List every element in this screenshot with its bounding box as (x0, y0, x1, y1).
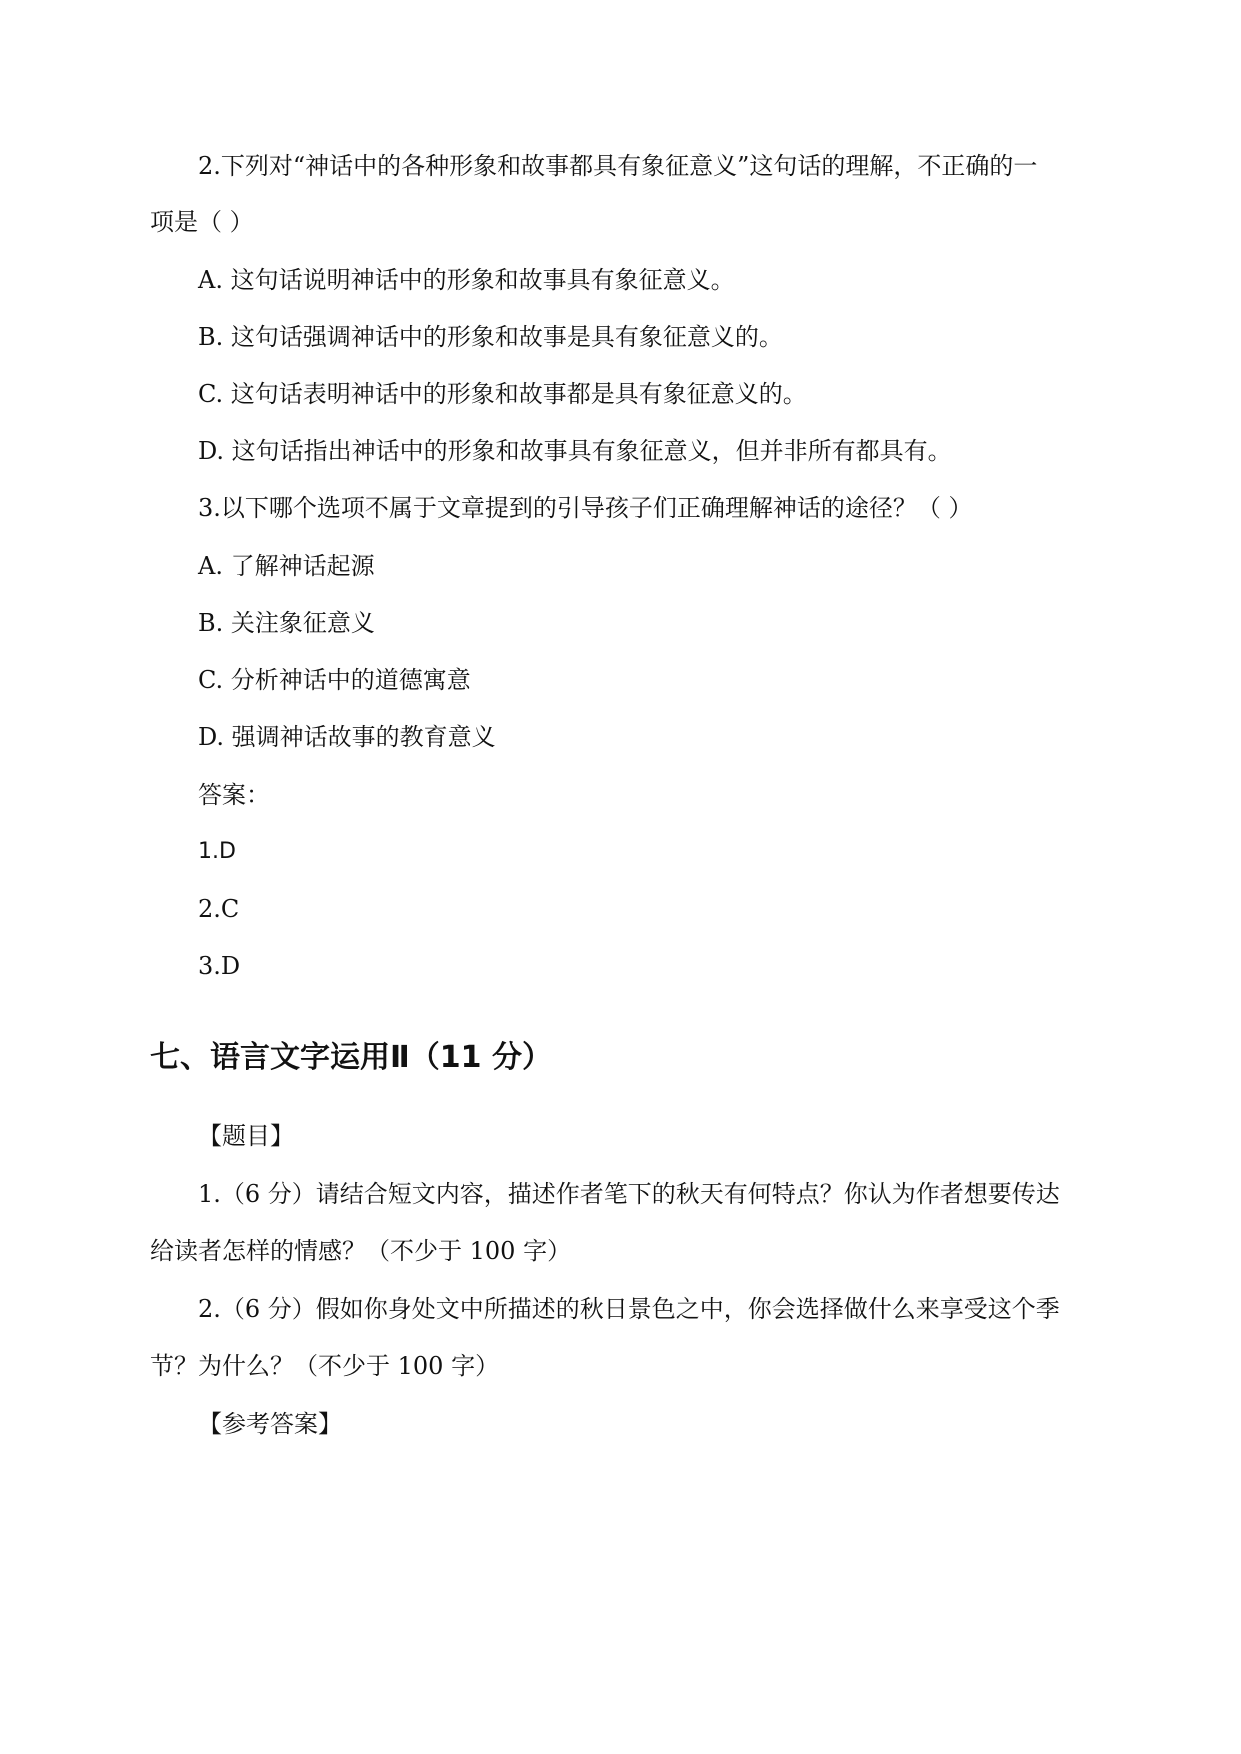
question-2-option-d: D. 这句话指出神话中的形象和故事具有象征意义，但并非所有都具有。 (198, 437, 952, 465)
question-3-option-a: A. 了解神话起源 (198, 552, 375, 580)
question-2-option-a: A. 这句话说明神话中的形象和故事具有象征意义。 (198, 266, 735, 294)
question-2-option-b: B. 这句话强调神话中的形象和故事是具有象征意义的。 (198, 323, 783, 351)
question-2-option-c: C. 这句话表明神话中的形象和故事都是具有象征意义的。 (198, 380, 807, 408)
answer-3: 3.D (198, 952, 241, 980)
section-7-question-1-line-2: 给读者怎样的情感？（不少于 100 字） (150, 1237, 572, 1265)
answer-2: 2.C (198, 895, 240, 923)
reference-answer-label: 【参考答案】 (198, 1410, 342, 1438)
section-7-question-2-line-2: 节？为什么？（不少于 100 字） (150, 1352, 500, 1380)
answer-1: 1.D (198, 839, 236, 864)
question-2-line-1: 2.下列对“神话中的各种形象和故事都具有象征意义”这句话的理解，不正确的一 (198, 152, 1038, 180)
question-2-line-2: 项是（ ） (150, 208, 254, 236)
question-3-line-1: 3.以下哪个选项不属于文章提到的引导孩子们正确理解神话的途径？（ ） (198, 494, 973, 522)
section-7-question-1-line-1: 1.（6 分）请结合短文内容，描述作者笔下的秋天有何特点？你认为作者想要传达 (198, 1180, 1060, 1208)
topic-label: 【题目】 (198, 1122, 294, 1150)
section-7-question-2-line-1: 2.（6 分）假如你身处文中所描述的秋日景色之中，你会选择做什么来享受这个季 (198, 1295, 1060, 1323)
section-7-heading: 七、语言文字运用Ⅱ（11 分） (150, 1040, 552, 1075)
question-3-option-b: B. 关注象征意义 (198, 609, 375, 637)
question-3-option-d: D. 强调神话故事的教育意义 (198, 723, 496, 751)
question-3-option-c: C. 分析神话中的道德寓意 (198, 666, 471, 694)
answers-label: 答案： (198, 781, 270, 809)
